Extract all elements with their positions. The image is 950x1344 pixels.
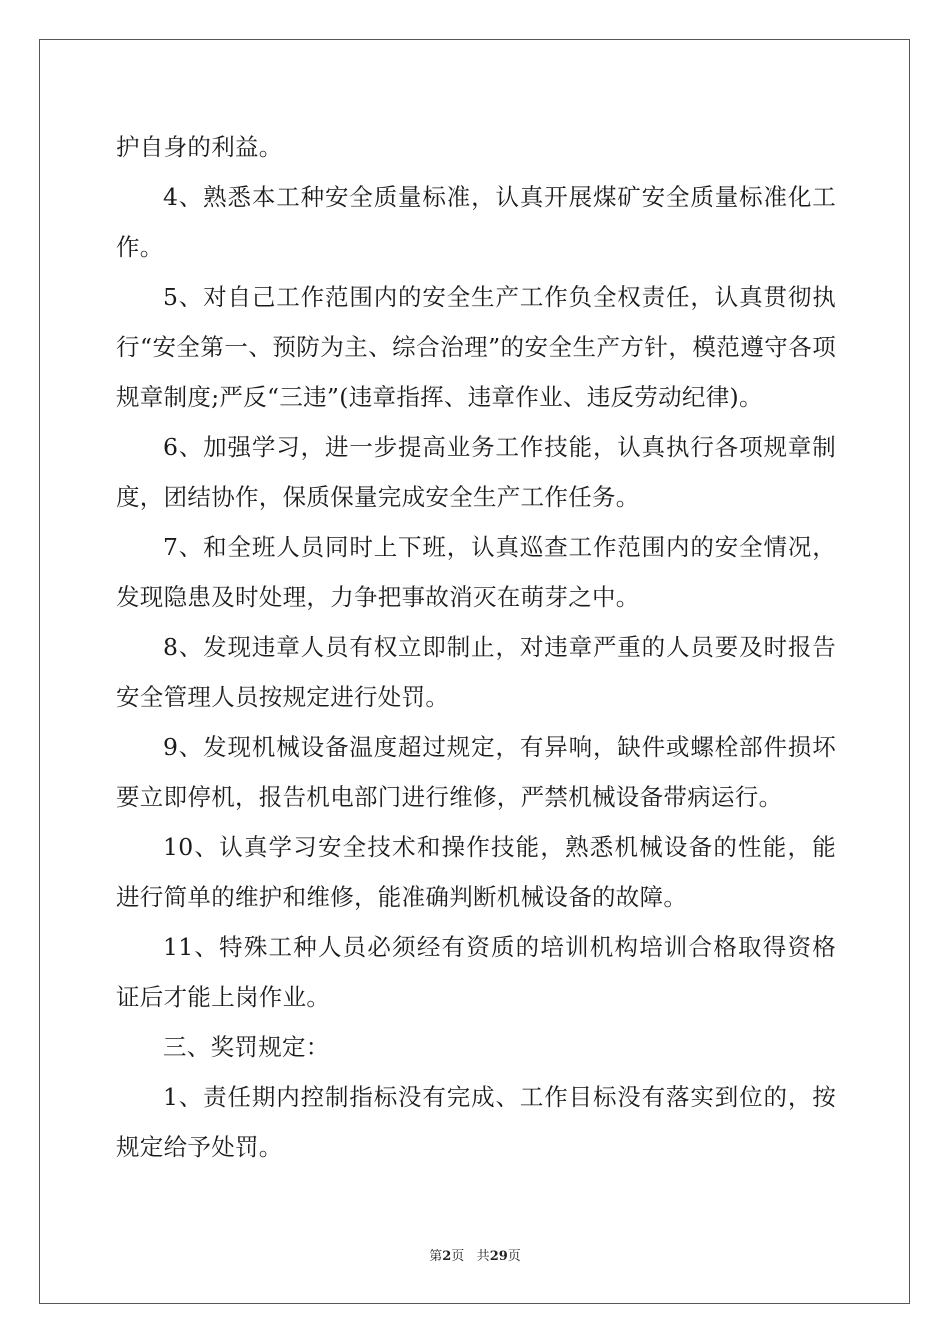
paragraph-continuation: 护自身的利益。 [116,133,283,161]
paragraph-item-8: 8、发现违章人员有权立即制止，对违章严重的人员要及时报告安全管理人员按规定进行处罚。 [116,633,836,711]
page-total: 29 [489,1249,508,1264]
paragraph-item-11: 11、特殊工种人员必须经有资质的培训机构培训合格取得资格证后才能上岗作业。 [116,933,836,1011]
paragraph-item-4: 4、熟悉本工种安全质量标准，认真开展煤矿安全质量标准化工作。 [116,183,836,261]
page-footer [0,1247,950,1267]
paragraph-item-5: 5、对自己工作范围内的安全生产工作负全权责任，认真贯彻执行“安全第一、预防为主、综合治理”的安全生产方针，模范遵守各项规章制度;严反“三违”(违章指挥、违章作业、违反劳动纪律)。 [116,283,836,411]
paragraph-reward-item-1: 1、责任期内控制指标没有完成、工作目标没有落实到位的，按规定给予处罚。 [116,1083,836,1161]
paragraph-item-6: 6、加强学习，进一步提高业务工作技能，认真执行各项规章制度，团结协作，保质保量完成安全生产工作任务。 [116,433,836,511]
total-suffix: 页 [507,1249,521,1264]
page-prefix: 第 [429,1249,443,1264]
section-heading-rewards-penalties: 三、奖罚规定： [163,1033,330,1061]
paragraph-item-9: 9、发现机械设备温度超过规定，有异响，缺件或螺栓部件损坏要立即停机，报告机电部门进行维修，严禁机械设备带病运行。 [116,733,836,811]
page-current: 2 [442,1249,452,1264]
total-prefix: 共 [476,1249,490,1264]
paragraph-item-7: 7、和全班人员同时上下班，认真巡查工作范围内的安全情况，发现隐患及时处理，力争把事故消灭在萌芽之中。 [116,533,836,611]
page-suffix: 页 [451,1249,465,1264]
paragraph-item-10: 10、认真学习安全技术和操作技能，熟悉机械设备的性能，能进行简单的维护和维修，能准确判断机械设备的故障。 [116,833,836,911]
document-body [116,122,836,1172]
